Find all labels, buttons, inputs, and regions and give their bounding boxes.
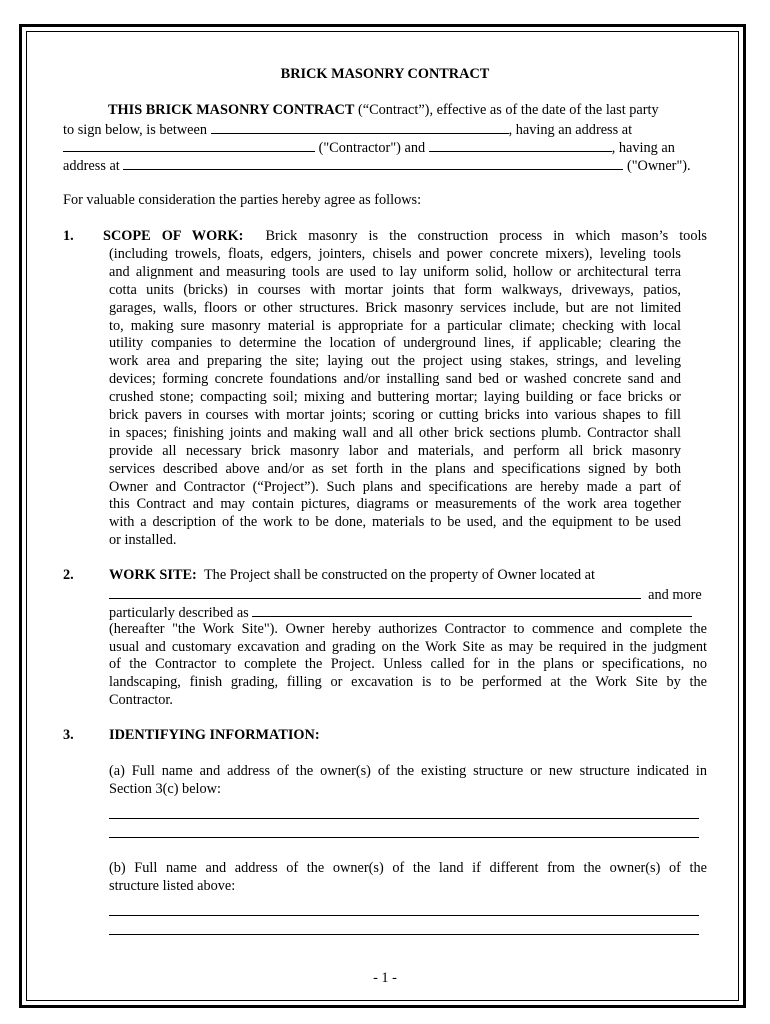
s1-line: with a description of the work to be done, materials to be used, and the equipment to be used xyxy=(109,514,681,531)
section-3a xyxy=(109,763,707,799)
s1-line: or installed. xyxy=(109,532,177,549)
land-owner-line-2[interactable] xyxy=(109,934,699,935)
section-3-heading xyxy=(109,727,707,745)
intro-between-label: to sign below, is between xyxy=(63,121,208,138)
s1-line: Owner and Contractor (“Project”). Such plans and specifications are hereby made a part of xyxy=(109,478,681,495)
owner-structure-line-1[interactable] xyxy=(109,818,699,819)
s1-line: devices; forming concrete foundations and/or installing sand bed or washed concrete sand and xyxy=(109,371,681,388)
section-1-lines xyxy=(109,246,681,550)
contractor-name-blank[interactable] xyxy=(211,120,509,134)
document-title: BRICK MASONRY CONTRACT xyxy=(280,66,490,82)
intro-contractor-label: ("Contractor") and xyxy=(318,139,426,156)
section-3b xyxy=(109,860,707,896)
s2-line: landscaping, finish grading, filling or excavation is to be performed at the Work Site by the xyxy=(109,674,707,691)
s1-line: and alignment and measuring tools are used to lay uniform solid, hollow or architectural terra xyxy=(109,263,681,280)
s1-line: in spaces; finishing joints and making wall and all other brick sections plumb. Contractor shall xyxy=(109,424,681,441)
section-1-number: 1. xyxy=(63,228,74,244)
s2-described-as: particularly described as xyxy=(109,604,249,621)
intro-address-at-label: address at xyxy=(63,157,120,174)
s1-line: cotta units (bricks) in courses with mortar joints that form walkways, driveways, patios, xyxy=(109,281,681,298)
s1-line: garages, walls, floors or other structures. Brick masonry services include, but are not limited xyxy=(109,299,681,316)
section-1-heading: SCOPE OF WORK: xyxy=(103,228,244,244)
s3b-line: (b) Full name and address of the owner(s) of the land if different from the owner(s) of the xyxy=(109,860,707,876)
intro-address-label: , having an address at xyxy=(508,121,633,138)
s3a-line: (a) Full name and address of the owner(s) of the existing structure or new structure indicated in xyxy=(109,763,707,779)
s2-line: usual and customary excavation and grading on the Work Site as may be required in the judgment xyxy=(109,638,707,655)
s1-line: to, making sure masonry material is appropriate for a particular climate; checking with local xyxy=(109,317,681,334)
s1-line-0: Brick masonry is the construction process in which mason’s tools xyxy=(265,228,708,244)
section-2-heading: WORK SITE: xyxy=(109,567,197,583)
intro-paragraph xyxy=(63,102,707,174)
owner-name-blank[interactable] xyxy=(429,138,612,152)
work-site-location-blank[interactable] xyxy=(109,585,641,599)
work-site-description-blank[interactable] xyxy=(252,603,692,617)
s1-line: this Contract and may contain pictures, diagrams or measurements of the work area together xyxy=(109,496,681,513)
s2-first-line: The Project shall be constructed on the property of Owner located at xyxy=(203,567,595,583)
s3a-line: Section 3(c) below: xyxy=(109,780,221,797)
land-owner-line-1[interactable] xyxy=(109,915,699,916)
s2-and-more: and more xyxy=(648,586,702,603)
section-3-heading-text: IDENTIFYING INFORMATION: xyxy=(109,727,320,743)
s1-line: brick pavers in courses with mortar joints; scoring or cutting bricks into various shapes to fill xyxy=(109,407,681,424)
s1-line: (including trowels, floats, edgers, jointers, chisels and power concrete mixers), leveling tools xyxy=(109,246,681,262)
s1-line: services described above and/or as set forth in the plans and specifications signed by both xyxy=(109,460,681,477)
section-1-body xyxy=(103,228,707,246)
section-2-number: 2. xyxy=(63,567,74,583)
s1-line: crushed stone; compacting soil; mixing and buttering mortar; laying building or face bricks or xyxy=(109,389,681,406)
intro-owner-label: ("Owner"). xyxy=(626,157,691,174)
intro-lead-rest: (“Contract”), effective as of the date of the last party xyxy=(354,102,659,118)
page-number: - 1 - xyxy=(373,970,397,986)
s1-line: provide all necessary brick masonry labor and materials, and perform all brick masonry xyxy=(109,442,681,459)
s3b-line: structure listed above: xyxy=(109,877,236,894)
intro-having-label: , having an xyxy=(611,139,675,156)
section-3-number: 3. xyxy=(63,727,74,743)
s1-line: work area and preparing the site; laying out the project using stakes, strings, and leveling xyxy=(109,353,681,370)
owner-structure-line-2[interactable] xyxy=(109,837,699,838)
s2-line: (hereafter "the Work Site"). Owner hereby authorizes Contractor to commence and complete the xyxy=(109,620,707,637)
section-2-body xyxy=(109,567,707,710)
consideration-text: For valuable consideration the parties hereby agree as follows: xyxy=(63,192,422,208)
contractor-address-blank[interactable] xyxy=(63,138,315,152)
owner-address-blank[interactable] xyxy=(123,156,623,170)
s2-line: of the Contractor to complete the Project. Unless called for in the plans or specifications, no xyxy=(109,656,707,673)
intro-lead-bold: THIS BRICK MASONRY CONTRACT xyxy=(108,102,355,118)
s2-line: Contractor. xyxy=(109,692,173,709)
s1-line: utility companies to determine the location of underground lines, if applicable; clearing the xyxy=(109,335,681,352)
